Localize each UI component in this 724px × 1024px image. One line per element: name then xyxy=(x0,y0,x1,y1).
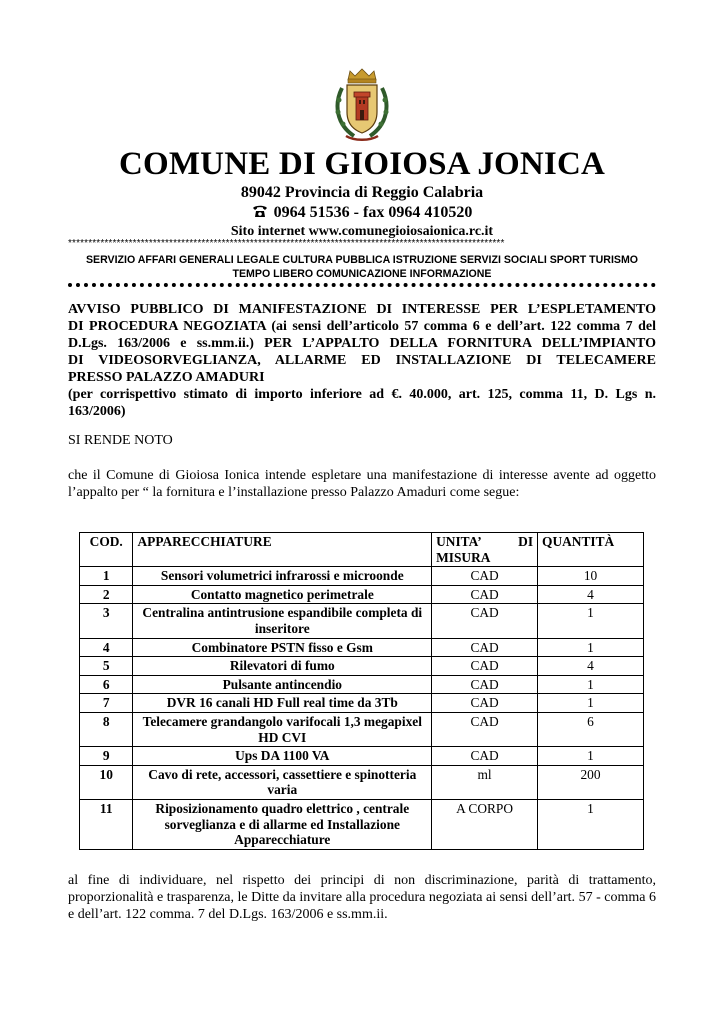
row-unit: A CORPO xyxy=(432,799,538,849)
table-row xyxy=(80,567,644,586)
row-cod: 8 xyxy=(80,712,133,746)
header-quantity: QUANTITÀ xyxy=(538,533,644,567)
row-item: Rilevatori di fumo xyxy=(133,657,432,676)
municipality-title: COMUNE DI GIOIOSA JONICA xyxy=(118,146,606,182)
header-equipment: APPARECCHIATURE xyxy=(133,533,432,567)
row-item: Riposizionamento quadro elettrico , centrale sorveglianza e di allarme ed Installazione Apparecchiature xyxy=(133,799,432,849)
table-row xyxy=(80,675,644,694)
table-row xyxy=(80,638,644,657)
row-cod: 1 xyxy=(80,567,133,586)
row-unit: CAD xyxy=(432,638,538,657)
row-item: Cavo di rete, accessori, cassettiere e spinotteria varia xyxy=(133,765,432,799)
website-line: Sito internet www.comunegioiosaionica.rc.it xyxy=(230,224,494,239)
row-cod: 10 xyxy=(80,765,133,799)
row-item: Pulsante antincendio xyxy=(133,675,432,694)
table-row xyxy=(80,712,644,746)
row-cod: 9 xyxy=(80,747,133,766)
province-line: 89042 Provincia di Reggio Calabria xyxy=(240,184,484,201)
row-cod: 3 xyxy=(80,604,133,638)
closing-paragraph: al fine di individuare, nel rispetto dei principi di non discriminazione, parità di trattamento, proporzionalità e trasparenza, le Ditte da invitare alla procedura negoziata ai sensi dell’art. 57 - comma 6 e dell’art. 122 comma. 7 del D.Lgs. 163/2006 e ss.mm.ii. xyxy=(68,873,656,922)
row-cod: 5 xyxy=(80,657,133,676)
notice-line: D.Lgs. 163/2006 e ss.mm.ii.) PER L’APPALTO DELLA FORNITURA DELL’IMPIANTO xyxy=(68,336,656,351)
row-qty: 200 xyxy=(538,765,644,799)
row-cod: 6 xyxy=(80,675,133,694)
row-qty: 6 xyxy=(538,712,644,746)
header-cod: COD. xyxy=(80,533,133,567)
row-unit: CAD xyxy=(432,585,538,604)
row-item: Ups DA 1100 VA xyxy=(133,747,432,766)
notice-line: (per corrispettivo stimato di importo inferiore ad €. 40.000, art. 125, comma 11, D. Lgs n. xyxy=(68,387,656,402)
service-department: SERVIZIO AFFARI GENERALI LEGALE CULTURA PUBBLICA ISTRUZIONE SERVIZI SOCIALI SPORT TURISMO TEMPO LIBERO COMUNICAZIONE INFORMAZIONE xyxy=(85,254,639,280)
notice-line: AVVISO PUBBLICO DI MANIFESTAZIONE DI INTERESSE PER L’ESPLETAMENTO xyxy=(68,302,656,317)
table-row xyxy=(80,604,644,638)
coat-of-arms-icon xyxy=(332,66,392,144)
row-qty: 4 xyxy=(538,657,644,676)
table-row xyxy=(80,747,644,766)
row-unit: CAD xyxy=(432,694,538,713)
table-row xyxy=(80,585,644,604)
row-cod: 4 xyxy=(80,638,133,657)
row-item: Centralina antintrusione espandibile completa di inseritore xyxy=(133,604,432,638)
row-unit: CAD xyxy=(432,712,538,746)
row-unit: CAD xyxy=(432,657,538,676)
row-unit: ml xyxy=(432,765,538,799)
dotted-divider xyxy=(68,283,656,287)
row-qty: 1 xyxy=(538,694,644,713)
notice-line: PRESSO PALAZZO AMADURI xyxy=(68,370,265,385)
notice-line: DI VIDEOSORVEGLIANZA, ALLARME ED INSTALLAZIONE DI TELECAMERE xyxy=(68,353,656,368)
row-unit: CAD xyxy=(432,604,538,638)
row-unit: CAD xyxy=(432,675,538,694)
telephone-icon xyxy=(252,204,268,218)
row-unit: CAD xyxy=(432,747,538,766)
notice-line: 163/2006) xyxy=(68,404,126,419)
row-qty: 1 xyxy=(538,604,644,638)
row-qty: 1 xyxy=(538,675,644,694)
row-cod: 7 xyxy=(80,694,133,713)
notice-heading xyxy=(68,301,656,420)
header-unit: UNITA’ DI MISURA xyxy=(432,533,538,567)
phone-fax-text: 0964 51536 - fax 0964 410520 xyxy=(273,204,473,221)
row-item: Telecamere grandangolo varifocali 1,3 megapixel HD CVI xyxy=(133,712,432,746)
table-row xyxy=(80,694,644,713)
row-cod: 2 xyxy=(80,585,133,604)
row-cod: 11 xyxy=(80,799,133,849)
phone-line xyxy=(0,203,724,223)
row-item: Contatto magnetico perimetrale xyxy=(133,585,432,604)
row-item: Combinatore PSTN fisso e Gsm xyxy=(133,638,432,657)
table-header-row xyxy=(80,533,644,567)
row-item: DVR 16 canali HD Full real time da 3Tb xyxy=(133,694,432,713)
row-qty: 1 xyxy=(538,638,644,657)
row-qty: 4 xyxy=(538,585,644,604)
equipment-table xyxy=(79,532,644,850)
table-row xyxy=(80,765,644,799)
intro-paragraph: che il Comune di Gioiosa Ionica intende espletare una manifestazione di interesse avente ad oggetto l’appalto per “ la fornitura e l’installazione presso Palazzo Amaduri come segue: xyxy=(68,468,656,500)
row-qty: 1 xyxy=(538,799,644,849)
table-row xyxy=(80,657,644,676)
rende-noto: SI RENDE NOTO xyxy=(68,433,173,448)
row-qty: 10 xyxy=(538,567,644,586)
row-qty: 1 xyxy=(538,747,644,766)
notice-line: DI PROCEDURA NEGOZIATA (ai sensi dell’articolo 57 comma 6 e dell’art. 122 comma 7 del xyxy=(68,319,656,334)
row-item: Sensori volumetrici infrarossi e microonde xyxy=(133,567,432,586)
star-separator: ************************************************************************************************************ xyxy=(68,238,505,249)
table-row xyxy=(80,799,644,849)
row-unit: CAD xyxy=(432,567,538,586)
